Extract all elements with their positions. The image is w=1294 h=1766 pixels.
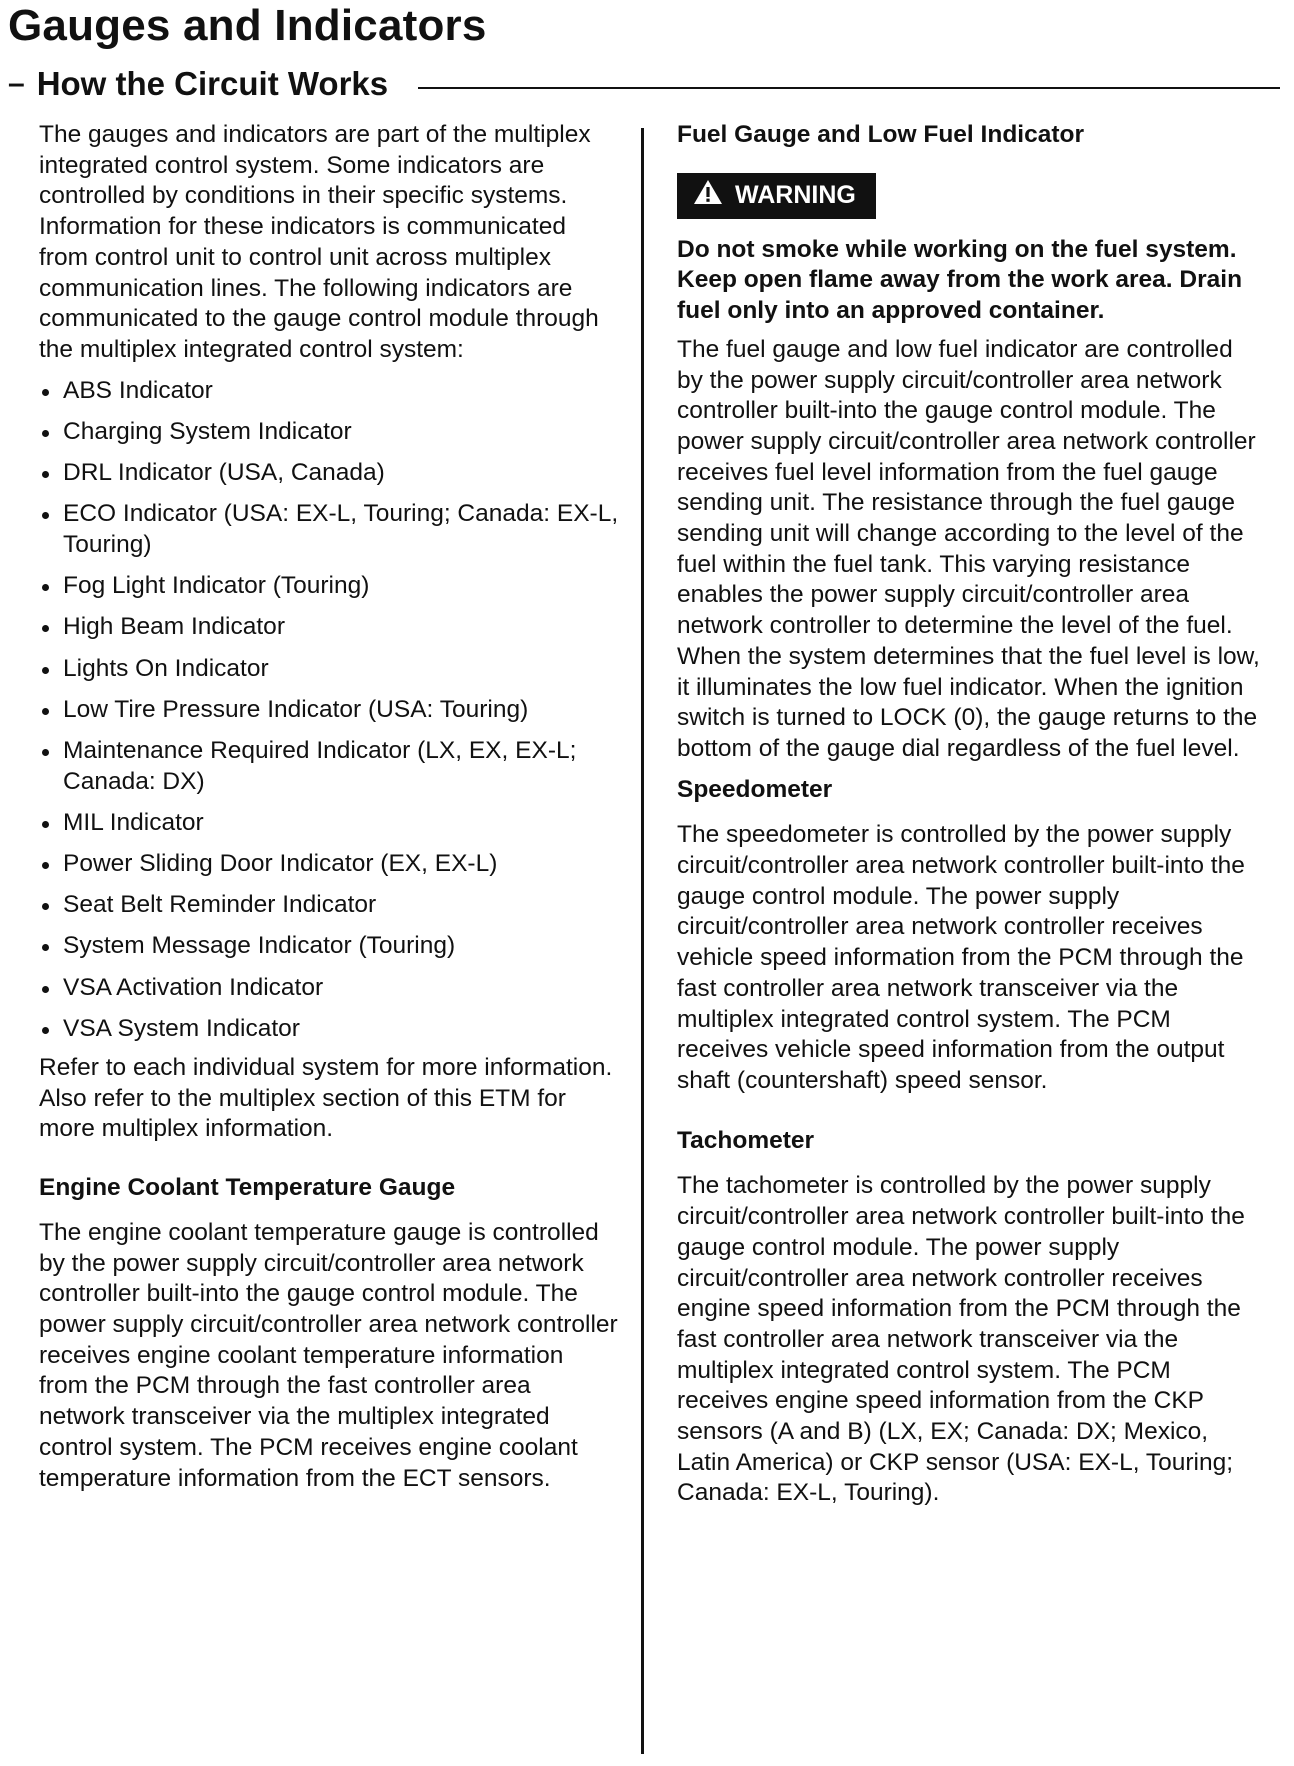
list-item: System Message Indicator (Touring)	[39, 931, 619, 962]
ect-heading: Engine Coolant Temperature Gauge	[39, 1174, 456, 1202]
tachometer-heading: Tachometer	[677, 1126, 815, 1154]
section-header	[8, 62, 1280, 106]
speedometer-paragraph: The speedometer is controlled by the power supply circuit/controller area network controller built-into the gauge control module. The power supply circuit/controller area network controller receives vehicle speed information from the PCM through the fast controller area network transceiver via the multiplex integrated control system. The PCM receives vehicle speed information from the output shaft (countershaft) speed sensor.	[677, 821, 1245, 1094]
list-item: Power Sliding Door Indicator (EX, EX-L)	[39, 849, 619, 880]
list-item: Maintenance Required Indicator (LX, EX, EX-L; Canada: DX)	[39, 736, 619, 797]
section-title: How the Circuit Works	[36, 65, 389, 102]
fuel-paragraph: The fuel gauge and low fuel indicator are controlled by the power supply circuit/controller area network controller built-into the gauge control module. The power supply circuit/controller area network controller receives fuel level information from the fuel gauge sending unit. The resistance through the fuel gauge sending unit will change according to the level of the fuel within the fuel tank. This varying resistance enables the power supply circuit/controller area network controller to determine the level of the fuel. When the system determines that the fuel level is low, it illuminates the low fuel indicator. When the ignition switch is turned to LOCK (0), the gauge returns to the bottom of the gauge dial regardless of the fuel level.	[677, 335, 1260, 762]
fuel-heading: Fuel Gauge and Low Fuel Indicator	[677, 121, 1085, 148]
section-dash: –	[8, 67, 25, 100]
list-item: ECO Indicator (USA: EX-L, Touring; Canada: EX-L, Touring)	[39, 499, 619, 560]
tachometer-paragraph: The tachometer is controlled by the power supply circuit/controller area network controller built-into the gauge control module. The power supply circuit/controller area network controller receives engine speed information from the PCM through the fast controller area network transceiver via the multiplex integrated control system. The PCM receives engine speed information from the CKP sensors (A and B) (LX, EX; Canada: DX; Mexico, Latin America) or CKP sensor (USA: EX-L, Touring; Canada: EX-L, Touring).	[677, 1172, 1245, 1507]
section-rule	[418, 87, 1280, 89]
column-divider	[641, 128, 644, 1754]
intro-paragraph: The gauges and indicators are part of the multiplex integrated control system. Some indicators are controlled by conditions in their specific systems. Information for these indicators is communicated from control unit to control unit across multiplex communication lines. The following indicators are communicated to the gauge control module through the multiplex integrated control system:	[39, 121, 599, 363]
list-item: Fog Light Indicator (Touring)	[39, 571, 619, 602]
list-item: VSA Activation Indicator	[39, 973, 619, 1004]
list-item: ABS Indicator	[39, 376, 619, 407]
list-item: Low Tire Pressure Indicator (USA: Touring)	[39, 695, 619, 726]
warning-label-text: WARNING	[735, 181, 856, 210]
list-item: Lights On Indicator	[39, 654, 619, 685]
indicator-list	[39, 376, 619, 1045]
right-column	[677, 120, 1263, 1509]
ect-paragraph: The engine coolant temperature gauge is controlled by the power supply circuit/controller area network controller built-into the gauge control module. The power supply circuit/controller area network controller receives engine coolant temperature information from the PCM through the fast controller area network transceiver via the multiplex integrated control system. The PCM receives engine coolant temperature information from the ECT sensors.	[39, 1218, 618, 1492]
list-item: MIL Indicator	[39, 808, 619, 839]
speedometer-heading: Speedometer	[677, 775, 833, 803]
list-item: Seat Belt Reminder Indicator	[39, 890, 619, 921]
warning-text: Do not smoke while working on the fuel system. Keep open flame away from the work area. Drain fuel only into an approved container.	[677, 235, 1243, 325]
warning-label	[677, 173, 876, 219]
list-item: VSA System Indicator	[39, 1014, 619, 1045]
list-item: High Beam Indicator	[39, 612, 619, 643]
list-item: DRL Indicator (USA, Canada)	[39, 458, 619, 489]
list-item: Charging System Indicator	[39, 417, 619, 448]
warning-triangle-icon	[693, 179, 723, 213]
page-title: Gauges and Indicators	[8, 1, 487, 50]
left-column	[39, 120, 619, 1494]
refer-paragraph: Refer to each individual system for more information. Also refer to the multiplex section of this ETM for more multiplex information.	[39, 1054, 613, 1143]
